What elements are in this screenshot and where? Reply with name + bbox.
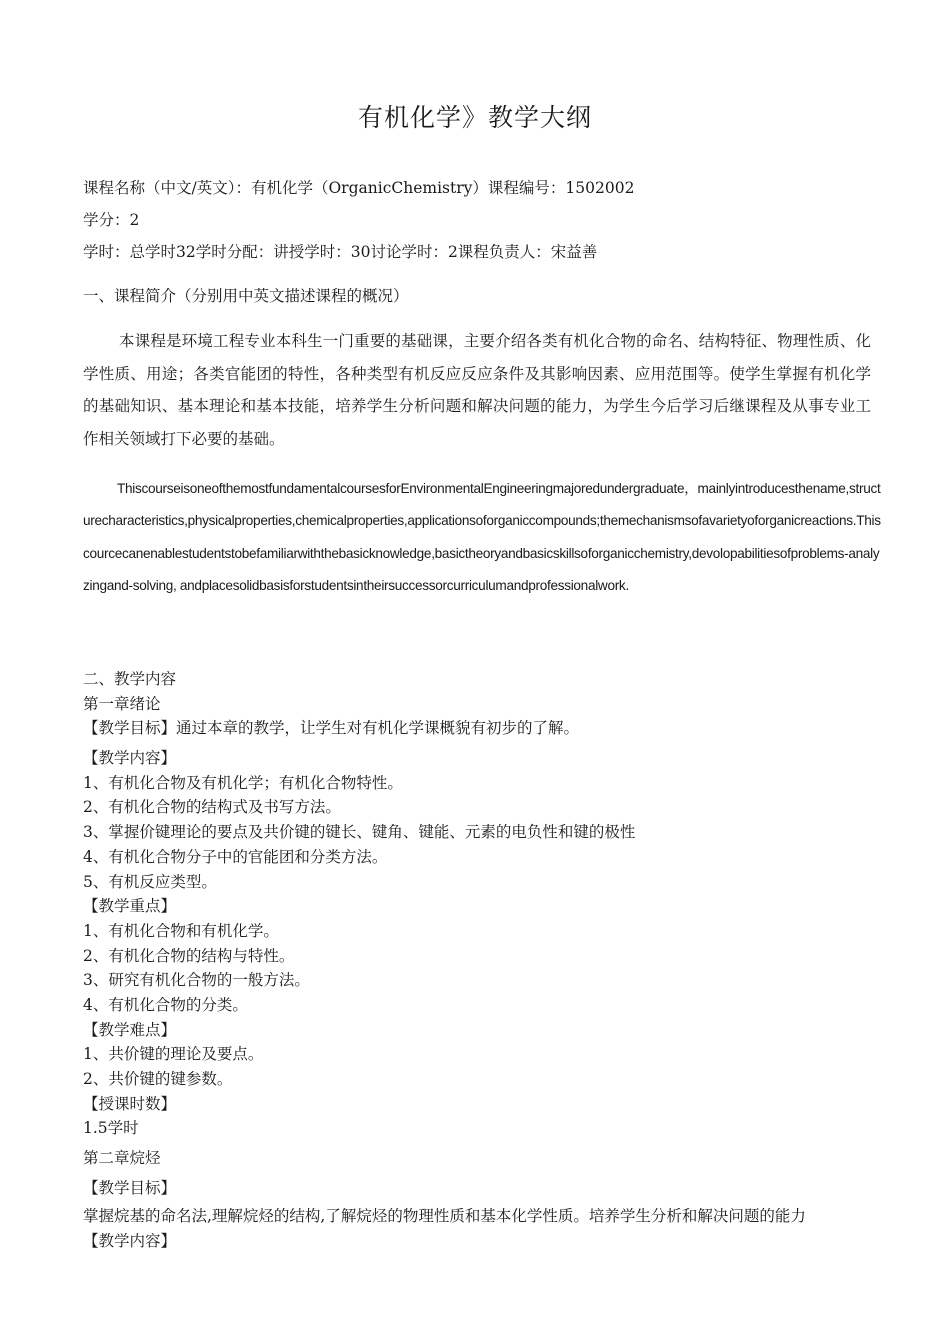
list-item: 3、研究有机化合物的一般方法。 — [83, 971, 310, 990]
chapter-1-key-label: 【教学重点】 — [83, 897, 177, 916]
course-name-line: 课程名称（中文/英文）：有机化学（OrganicChemistry）课程编号：1502002 — [83, 179, 635, 197]
list-item: 2、有机化合物的结构式及书写方法。 — [83, 798, 341, 817]
teaching-content — [83, 667, 883, 1254]
section-1-heading: 一、课程简介（分别用中英文描述课程的概况） — [83, 287, 409, 305]
chapter-1-title: 第一章绪论 — [83, 694, 161, 713]
chapter-1-difficulty-label: 【教学难点】 — [83, 1020, 177, 1039]
section-2-heading: 二、教学内容 — [83, 670, 177, 688]
chapter-2-content-label: 【教学内容】 — [83, 1232, 177, 1251]
credits-line: 学分：2 — [83, 211, 140, 229]
list-item: 1、共价键的理论及要点。 — [83, 1045, 264, 1064]
chapter-1-hours-value: 1.5学时 — [83, 1119, 139, 1138]
intro-chinese-paragraph: 本课程是环境工程专业本科生一门重要的基础课，主要介绍各类有机化合物的命名、结构特征、物理性质、化学性质、用途；各类官能团的特性，各种类型有机反应反应条件及其影响因素、应用范围等。使学生掌握有机化学的基础知识、基本理论和基本技能，培养学生分析问题和解决问题的能力，为学生今后学习后继课程及从事专业工作相关领域打下必要的基础。 — [83, 332, 871, 448]
list-item: 1、有机化合物及有机化学；有机化合物特性。 — [83, 773, 403, 792]
list-item: 2、共价键的键参数。 — [83, 1070, 233, 1088]
chapter-1-goal: 【教学目标】通过本章的教学，让学生对有机化学课概貌有初步的了解。 — [83, 719, 580, 738]
document-title: 有机化学》教学大纲 — [357, 103, 592, 132]
list-item: 3、掌握价键理论的要点及共价键的键长、键角、键能、元素的电负性和键的极性 — [83, 823, 636, 842]
chapter-1-hours-label: 【授课时数】 — [83, 1094, 177, 1113]
list-item: 4、有机化合物的分类。 — [83, 995, 248, 1014]
list-item: 5、有机反应类型。 — [83, 872, 217, 891]
hours-line: 学时：总学时32学时分配：讲授学时：30讨论学时：2课程负责人：宋益善 — [83, 243, 598, 261]
chapter-2-goal-text: 掌握烷基的命名法,理解烷烃的结构,了解烷烃的物理性质和基本化学性质。培养学生分析和解决问题的能力 — [83, 1207, 806, 1226]
intro-english-paragraph: ThiscourseisoneofthemostfundamentalcoursesforEnvironmentalEngineeringmajoredundergraduate，mainlyintroducesthename,structurecharacteristics,physicalproperties,chemicalproperties,applicationsoforganiccompounds;themechanismsofavarietyoforganicreactions.Thiscourcecanenablestudentstobefamiliarwiththebasicknowledge,basictheoryandbasicskillsoforganicchemistry,devolopabilitiesofproblems-analyzingand-solving, andplacesolidbasisforstudentsintheirsuccessorcurriculumandprofessionalwork. — [83, 481, 881, 593]
chapter-2-goal-label: 【教学目标】 — [83, 1178, 177, 1197]
chapter-2-title: 第二章烷烃 — [83, 1149, 161, 1168]
list-item: 2、有机化合物的结构与特性。 — [83, 946, 295, 965]
chapter-1-content-label: 【教学内容】 — [83, 749, 177, 768]
list-item: 4、有机化合物分子中的官能团和分类方法。 — [83, 847, 388, 866]
list-item: 1、有机化合物和有机化学。 — [83, 921, 279, 940]
